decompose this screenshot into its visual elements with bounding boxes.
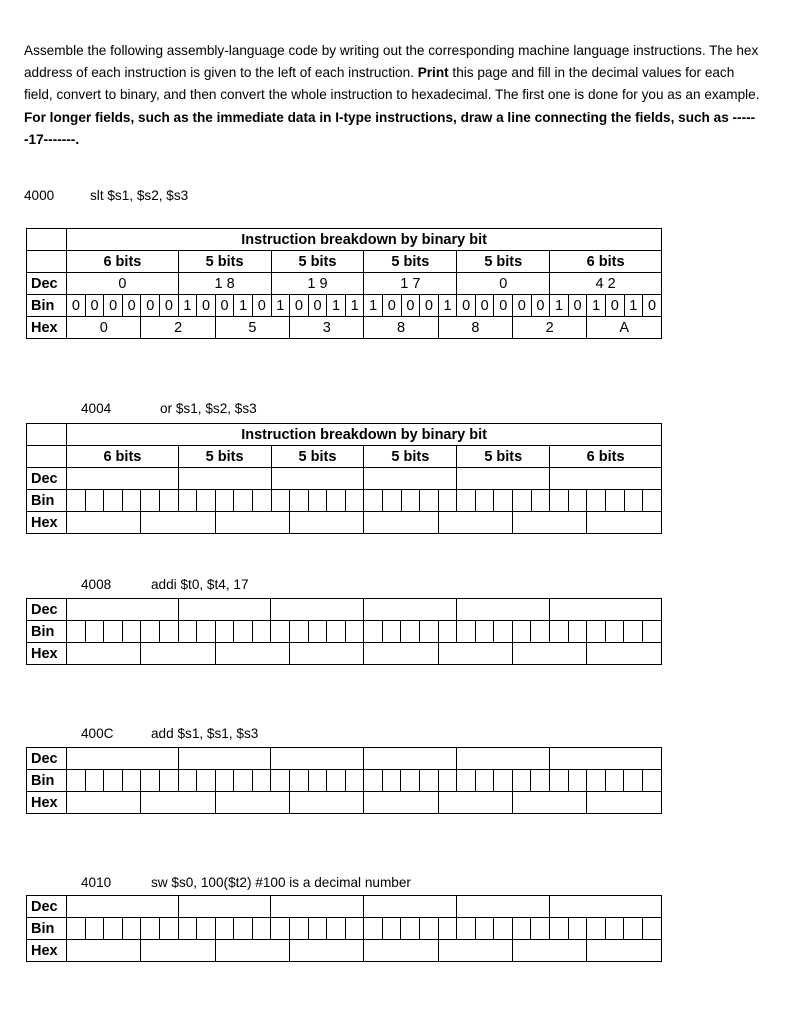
bin-bit-cell[interactable] [494,490,513,512]
bin-bit-cell[interactable] [512,621,531,643]
hex-nibble-cell[interactable] [364,940,438,962]
instruction-text-4010: sw $s0, 100($t2) #100 is a decimal number [151,875,411,890]
intro-bold-1: Print [417,65,449,81]
hex-nibble-cell[interactable] [512,643,586,665]
instruction-text-4008: addi $t0, $t4, 17 [151,577,249,592]
bin-bit-cell[interactable] [420,918,439,940]
row-label-dec: Dec [27,896,67,918]
bin-bit-cell[interactable] [345,918,364,940]
instruction-text-400C: add $s1, $s1, $s3 [151,726,259,741]
bin-bit-cell[interactable] [85,621,104,643]
hex-nibble-cell[interactable] [215,512,289,534]
dec-field-cell[interactable] [271,748,364,770]
hex-nibble-cell: 5 [215,317,289,339]
hex-nibble-cell[interactable] [587,512,662,534]
bin-bit-cell[interactable] [624,621,643,643]
hex-nibble-cell: A [587,317,662,339]
bin-bit-cell[interactable] [308,490,327,512]
bin-bit-cell[interactable] [605,770,624,792]
dec-field-cell[interactable] [67,599,178,621]
bin-bit-cell[interactable] [160,490,179,512]
bin-bit-cell[interactable] [85,770,104,792]
bin-bit-cell[interactable] [178,770,197,792]
row-label-bin: Bin [27,295,67,317]
hex-nibble-cell[interactable] [141,940,215,962]
bin-bit-cell[interactable] [550,621,569,643]
dec-field-cell[interactable] [457,748,550,770]
bin-bit-cell: 0 [420,295,439,317]
bin-bit-cell: 0 [568,295,587,317]
bin-bit-cell[interactable] [550,918,569,940]
hex-nibble-cell[interactable] [215,792,289,814]
field-size-label: 6 bits [550,446,662,468]
example-instruction: slt $s1, $s2, $s3 [90,188,189,203]
header-empty-cell [27,446,67,468]
hex-nibble-cell: 2 [513,317,587,339]
bin-bit-cell[interactable] [197,621,216,643]
bin-bit-cell[interactable] [587,621,606,643]
bin-bit-cell[interactable] [531,490,550,512]
bin-bit-cell[interactable] [215,918,234,940]
bin-bit-cell: 0 [494,295,513,317]
bin-bit-cell[interactable] [327,621,346,643]
breakdown-table-4010[interactable] [26,895,662,962]
bin-bit-cell[interactable] [67,770,86,792]
bin-bit-cell[interactable] [401,918,420,940]
bin-bit-cell[interactable] [308,918,327,940]
dec-field-cell[interactable] [457,468,550,490]
bin-bit-cell: 1 [438,295,457,317]
row-label-dec: Dec [27,748,67,770]
field-size-label: 5 bits [364,446,457,468]
hex-nibble-cell[interactable] [513,512,587,534]
bin-bit-cell[interactable] [67,918,86,940]
bin-bit-cell[interactable] [438,918,457,940]
bin-bit-cell[interactable] [642,918,661,940]
bin-bit-cell: 1 [550,295,569,317]
bin-bit-cell: 1 [587,295,606,317]
hex-nibble-cell[interactable] [438,643,512,665]
bin-bit-cell[interactable] [215,621,234,643]
bin-bit-cell[interactable] [642,770,661,792]
bin-bit-cell[interactable] [104,918,123,940]
bin-bit-cell[interactable] [642,621,661,643]
dec-field-cell: 0 [67,273,178,295]
bin-bit-cell[interactable] [568,621,587,643]
bin-bit-cell: 0 [643,295,662,317]
bin-bit-cell[interactable] [252,621,271,643]
bin-bit-cell[interactable] [104,621,123,643]
dec-field-cell[interactable] [67,748,178,770]
bin-bit-cell: 1 [345,295,364,317]
bin-bit-cell[interactable] [364,918,383,940]
bin-bit-cell[interactable] [178,918,197,940]
bin-bit-cell[interactable] [605,918,624,940]
bin-bit-cell[interactable] [141,770,160,792]
dec-field-cell: 4 2 [550,273,662,295]
bin-bit-cell[interactable] [364,490,383,512]
bin-bit-cell[interactable] [382,621,401,643]
bin-bit-cell[interactable] [475,770,494,792]
bin-bit-cell[interactable] [512,918,531,940]
hex-nibble-cell[interactable] [587,940,662,962]
hex-nibble-cell[interactable] [141,792,215,814]
bin-bit-cell[interactable] [587,918,606,940]
row-label-bin: Bin [27,621,67,643]
bin-bit-cell[interactable] [605,490,624,512]
bin-bit-cell[interactable] [587,490,606,512]
example-address: 4000 [24,188,55,203]
bin-bit-cell: 0 [252,295,271,317]
row-label-hex: Hex [27,940,67,962]
hex-nibble-cell[interactable] [67,643,141,665]
hex-nibble-cell[interactable] [438,512,512,534]
dec-field-cell[interactable] [550,896,662,918]
bin-bit-cell[interactable] [234,621,253,643]
bin-bit-cell: 0 [122,295,141,317]
bin-bit-cell[interactable] [382,770,401,792]
breakdown-table-4008[interactable] [26,598,662,665]
bin-bit-cell[interactable] [290,621,309,643]
bin-bit-cell: 0 [85,295,104,317]
dec-field-cell[interactable] [364,468,457,490]
bin-bit-cell[interactable] [122,621,141,643]
bin-bit-cell: 0 [401,295,420,317]
row-label-hex: Hex [27,643,67,665]
bin-bit-cell[interactable] [308,621,327,643]
bin-bit-cell[interactable] [327,918,346,940]
bin-bit-cell[interactable] [512,770,531,792]
bin-bit-cell[interactable] [197,490,216,512]
bin-bit-cell[interactable] [383,490,402,512]
hex-nibble-cell[interactable] [141,643,215,665]
hex-nibble-cell[interactable] [67,792,141,814]
bin-bit-cell[interactable] [197,770,216,792]
field-size-label: 5 bits [457,251,550,273]
dec-field-cell: 1 8 [178,273,271,295]
bin-bit-cell: 0 [141,295,160,317]
bin-bit-cell: 0 [513,295,532,317]
row-label-dec: Dec [27,273,67,295]
hex-nibble-cell[interactable] [290,643,364,665]
bin-bit-cell[interactable] [141,490,160,512]
field-size-label: 5 bits [271,251,364,273]
breakdown-table-400C[interactable] [26,747,662,814]
dec-field-cell[interactable] [364,896,457,918]
bin-bit-cell[interactable] [85,918,104,940]
bin-bit-cell[interactable] [568,918,587,940]
intro-text-1: Assemble the following assembly-language code by writing out the corresponding machine language instructions. The hex address of each instruction is given to the left of each instruction. [24,43,759,81]
header-empty-cell [27,424,67,446]
bin-bit-cell[interactable] [401,770,420,792]
bin-bit-cell[interactable] [104,490,123,512]
bin-bit-cell[interactable] [401,621,420,643]
bin-bit-cell[interactable] [438,770,457,792]
bin-bit-cell[interactable] [513,490,532,512]
example-breakdown-table [26,228,662,339]
bin-bit-cell[interactable] [141,918,160,940]
bin-bit-cell[interactable] [67,490,86,512]
field-size-label: 5 bits [178,251,271,273]
dec-field-cell[interactable] [178,896,271,918]
hex-nibble-cell[interactable] [67,940,141,962]
bin-bit-cell[interactable] [271,770,290,792]
bin-bit-cell: 0 [215,295,234,317]
bin-bit-cell[interactable] [327,770,346,792]
bin-bit-cell: 0 [160,295,179,317]
bin-bit-cell[interactable] [382,918,401,940]
bin-bit-cell[interactable] [420,490,439,512]
dec-field-cell[interactable] [271,896,364,918]
bin-bit-cell[interactable] [531,770,550,792]
bin-bit-cell[interactable] [327,490,346,512]
bin-bit-cell: 0 [605,295,624,317]
bin-bit-cell: 0 [308,295,327,317]
bin-bit-cell[interactable] [345,770,364,792]
bin-bit-cell[interactable] [271,490,290,512]
bin-bit-cell[interactable] [364,621,383,643]
bin-bit-cell[interactable] [104,770,123,792]
bin-bit-cell[interactable] [271,918,290,940]
row-label-dec: Dec [27,468,67,490]
bin-bit-cell: 1 [624,295,643,317]
bin-bit-cell[interactable] [643,490,662,512]
bin-bit-cell[interactable] [624,918,643,940]
bin-bit-cell[interactable] [550,770,569,792]
dec-field-cell[interactable] [457,896,550,918]
bin-bit-cell[interactable] [234,770,253,792]
bin-bit-cell[interactable] [122,490,141,512]
bin-bit-cell[interactable] [624,490,643,512]
dec-field-cell[interactable] [550,468,662,490]
hex-nibble-cell[interactable] [290,512,364,534]
bin-bit-cell[interactable] [159,770,178,792]
intro-text-2: this page and fill in the decimal values for each field, convert to binary, and then convert the whole instruction to hexadecimal. The first one is done for you as an example. [24,65,760,103]
dec-field-cell: 1 7 [364,273,457,295]
bin-bit-cell: 0 [457,295,476,317]
hex-nibble-cell[interactable] [67,512,141,534]
dec-field-cell[interactable] [364,748,457,770]
bin-bit-cell[interactable] [85,490,104,512]
header-empty-cell [27,251,67,273]
bin-bit-cell[interactable] [438,621,457,643]
bin-bit-cell[interactable] [568,490,587,512]
bin-bit-cell: 1 [364,295,383,317]
bin-bit-cell[interactable] [141,621,160,643]
instruction-address-4010: 4010 [81,875,112,890]
field-size-label: 5 bits [457,446,550,468]
dec-field-cell[interactable] [550,599,662,621]
field-size-label: 6 bits [67,251,178,273]
hex-nibble-cell[interactable] [215,940,289,962]
hex-nibble-cell: 0 [67,317,141,339]
bin-bit-cell[interactable] [159,918,178,940]
row-label-hex: Hex [27,317,67,339]
field-size-label: 5 bits [178,446,271,468]
bin-bit-cell[interactable] [252,490,271,512]
row-label-dec: Dec [27,599,67,621]
row-label-bin: Bin [27,918,67,940]
field-size-label: 5 bits [364,251,457,273]
row-label-bin: Bin [27,770,67,792]
bin-bit-cell[interactable] [531,918,550,940]
bin-bit-cell[interactable] [401,490,420,512]
bin-bit-cell[interactable] [438,490,457,512]
bin-bit-cell[interactable] [215,770,234,792]
bin-bit-cell[interactable] [420,621,439,643]
bin-bit-cell[interactable] [624,770,643,792]
dec-field-cell[interactable] [178,468,271,490]
bin-bit-cell[interactable] [457,770,476,792]
bin-bit-cell: 0 [67,295,86,317]
bin-bit-cell[interactable] [475,621,494,643]
bin-bit-cell[interactable] [568,770,587,792]
instruction-address-400C: 400C [81,726,114,741]
hex-nibble-cell[interactable] [290,792,364,814]
hex-nibble-cell: 3 [290,317,364,339]
bin-bit-cell: 0 [383,295,402,317]
bin-bit-cell[interactable] [197,918,216,940]
dec-field-cell[interactable] [178,748,271,770]
row-label-hex: Hex [27,512,67,534]
bin-bit-cell[interactable] [475,918,494,940]
instructions-paragraph [24,40,764,151]
bin-bit-cell: 1 [178,295,197,317]
hex-nibble-cell[interactable] [290,940,364,962]
bin-bit-cell[interactable] [290,918,309,940]
instruction-address-4008: 4008 [81,577,112,592]
bin-bit-cell[interactable] [550,490,569,512]
bin-bit-cell[interactable] [290,770,309,792]
dec-field-cell[interactable] [67,896,178,918]
hex-nibble-cell[interactable] [587,792,662,814]
bin-bit-cell: 1 [327,295,346,317]
hex-nibble-cell[interactable] [512,940,586,962]
hex-nibble-cell[interactable] [438,792,512,814]
bin-bit-cell[interactable] [605,621,624,643]
bin-bit-cell[interactable] [290,490,309,512]
hex-nibble-cell: 8 [364,317,438,339]
hex-nibble-cell[interactable] [215,643,289,665]
hex-nibble-cell[interactable] [364,643,438,665]
field-size-label: 6 bits [550,251,662,273]
bin-bit-cell[interactable] [122,918,141,940]
dec-field-cell: 1 9 [271,273,364,295]
field-size-label: 5 bits [271,446,364,468]
bin-bit-cell: 0 [290,295,309,317]
bin-bit-cell[interactable] [531,621,550,643]
bin-bit-cell[interactable] [457,490,476,512]
bin-bit-cell[interactable] [457,621,476,643]
hex-nibble-cell: 8 [438,317,512,339]
breakdown-title: Instruction breakdown by binary bit [67,424,662,446]
breakdown-title: Instruction breakdown by binary bit [67,229,662,251]
bin-bit-cell[interactable] [234,918,253,940]
bin-bit-cell[interactable] [475,490,494,512]
bin-bit-cell: 1 [234,295,253,317]
bin-bit-cell[interactable] [587,770,606,792]
bin-bit-cell[interactable] [494,621,513,643]
bin-bit-cell[interactable] [420,770,439,792]
dec-field-cell[interactable] [271,599,364,621]
bin-bit-cell[interactable] [178,621,197,643]
breakdown-table-4004[interactable] [26,423,662,534]
hex-nibble-cell[interactable] [512,792,586,814]
dec-field-cell[interactable] [271,468,364,490]
dec-field-cell[interactable] [364,599,457,621]
dec-field-cell[interactable] [550,748,662,770]
row-label-bin: Bin [27,490,67,512]
hex-nibble-cell[interactable] [587,643,662,665]
bin-bit-cell[interactable] [252,918,271,940]
bin-bit-cell[interactable] [178,490,197,512]
bin-bit-cell[interactable] [159,621,178,643]
bin-bit-cell[interactable] [271,621,290,643]
hex-nibble-cell[interactable] [364,512,438,534]
bin-bit-cell[interactable] [308,770,327,792]
dec-field-cell: 0 [457,273,550,295]
instruction-address-4004: 4004 [81,401,112,416]
hex-nibble-cell: 2 [141,317,215,339]
bin-bit-cell[interactable] [122,770,141,792]
bin-bit-cell: 0 [197,295,216,317]
bin-bit-cell[interactable] [494,918,513,940]
bin-bit-cell[interactable] [494,770,513,792]
row-label-hex: Hex [27,792,67,814]
bin-bit-cell[interactable] [67,621,86,643]
hex-nibble-cell[interactable] [438,940,512,962]
bin-bit-cell[interactable] [345,490,364,512]
bin-bit-cell: 0 [104,295,123,317]
hex-nibble-cell[interactable] [364,792,438,814]
header-empty-cell [27,229,67,251]
bin-bit-cell[interactable] [252,770,271,792]
bin-bit-cell[interactable] [364,770,383,792]
dec-field-cell[interactable] [178,599,271,621]
bin-bit-cell: 0 [531,295,550,317]
hex-nibble-cell[interactable] [141,512,215,534]
dec-field-cell[interactable] [67,468,178,490]
field-size-label: 6 bits [67,446,178,468]
instruction-text-4004: or $s1, $s2, $s3 [160,401,257,416]
intro-bold-2: For longer fields, such as the immediate data in I-type instructions, draw a line connecting the fields, such as ------17-------. [24,109,756,147]
bin-bit-cell[interactable] [215,490,234,512]
dec-field-cell[interactable] [457,599,550,621]
bin-bit-cell: 0 [475,295,494,317]
bin-bit-cell: 1 [271,295,290,317]
bin-bit-cell[interactable] [234,490,253,512]
bin-bit-cell[interactable] [345,621,364,643]
bin-bit-cell[interactable] [457,918,476,940]
